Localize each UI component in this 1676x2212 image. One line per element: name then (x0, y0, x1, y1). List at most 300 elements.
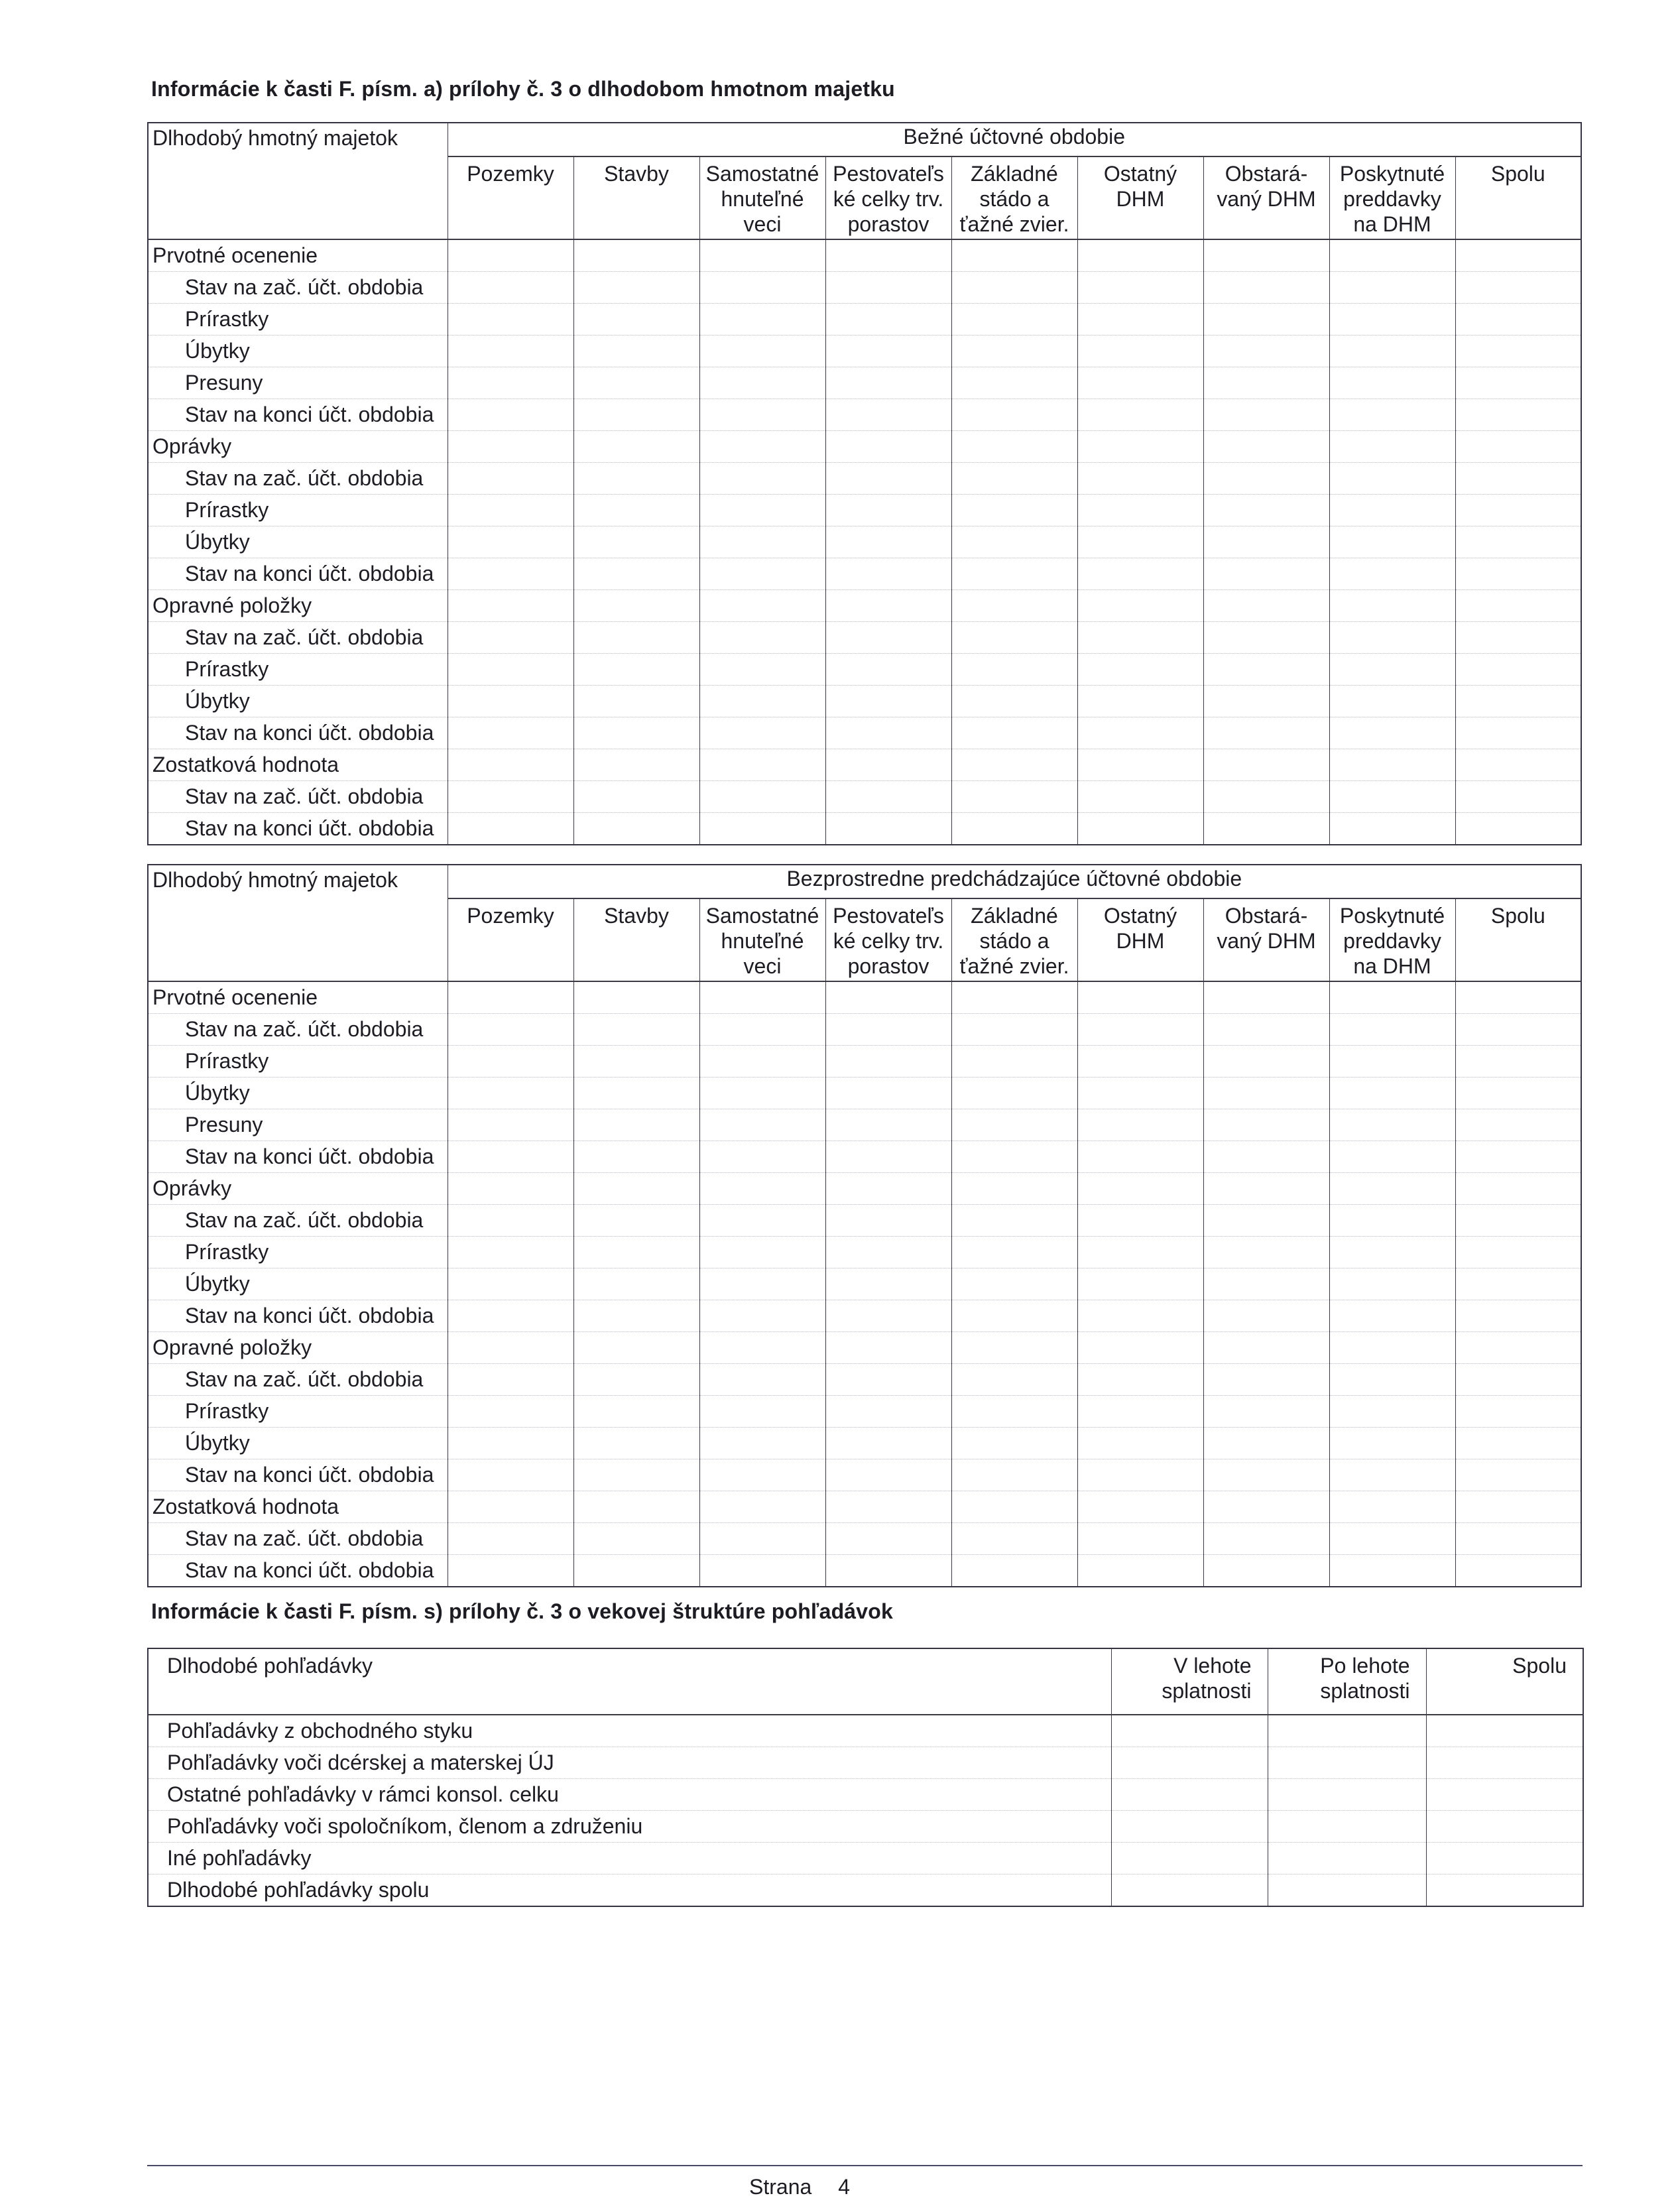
value-cell[interactable] (825, 304, 951, 336)
value-cell[interactable] (1203, 686, 1329, 717)
value-cell[interactable] (573, 622, 699, 654)
value-cell[interactable] (825, 1077, 951, 1109)
value-cell[interactable] (699, 1077, 825, 1109)
value-cell[interactable] (951, 981, 1077, 1014)
value-cell[interactable] (448, 717, 573, 749)
value-cell[interactable] (951, 463, 1077, 495)
value-cell[interactable] (448, 781, 573, 813)
value-cell[interactable] (1268, 1811, 1426, 1843)
value-cell[interactable] (825, 981, 951, 1014)
value-cell[interactable] (699, 336, 825, 367)
value-cell[interactable] (951, 1109, 1077, 1141)
value-cell[interactable] (573, 431, 699, 463)
value-cell[interactable] (1455, 1332, 1581, 1364)
value-cell[interactable] (1077, 654, 1203, 686)
value-cell[interactable] (951, 749, 1077, 781)
value-cell[interactable] (1455, 1173, 1581, 1205)
value-cell[interactable] (1329, 1237, 1455, 1268)
value-cell[interactable] (1077, 1077, 1203, 1109)
value-cell[interactable] (1329, 749, 1455, 781)
value-cell[interactable] (573, 1014, 699, 1046)
value-cell[interactable] (1329, 558, 1455, 590)
value-cell[interactable] (1203, 526, 1329, 558)
value-cell[interactable] (951, 526, 1077, 558)
value-cell[interactable] (1111, 1874, 1268, 1907)
value-cell[interactable] (699, 654, 825, 686)
value-cell[interactable] (1077, 367, 1203, 399)
value-cell[interactable] (1203, 463, 1329, 495)
value-cell[interactable] (951, 590, 1077, 622)
value-cell[interactable] (699, 1523, 825, 1555)
value-cell[interactable] (699, 1396, 825, 1428)
value-cell[interactable] (448, 590, 573, 622)
value-cell[interactable] (1203, 590, 1329, 622)
value-cell[interactable] (1329, 1364, 1455, 1396)
value-cell[interactable] (825, 1268, 951, 1300)
value-cell[interactable] (1268, 1874, 1426, 1907)
value-cell[interactable] (825, 590, 951, 622)
value-cell[interactable] (1077, 272, 1203, 304)
value-cell[interactable] (1455, 1364, 1581, 1396)
value-cell[interactable] (825, 1491, 951, 1523)
value-cell[interactable] (1426, 1874, 1583, 1907)
value-cell[interactable] (699, 1300, 825, 1332)
value-cell[interactable] (1077, 1523, 1203, 1555)
value-cell[interactable] (448, 654, 573, 686)
value-cell[interactable] (1455, 1237, 1581, 1268)
value-cell[interactable] (699, 1428, 825, 1459)
value-cell[interactable] (699, 1237, 825, 1268)
value-cell[interactable] (1455, 590, 1581, 622)
value-cell[interactable] (1455, 463, 1581, 495)
value-cell[interactable] (825, 622, 951, 654)
value-cell[interactable] (1203, 781, 1329, 813)
value-cell[interactable] (573, 1428, 699, 1459)
value-cell[interactable] (951, 1555, 1077, 1587)
value-cell[interactable] (1455, 1014, 1581, 1046)
value-cell[interactable] (1203, 749, 1329, 781)
value-cell[interactable] (825, 1459, 951, 1491)
value-cell[interactable] (951, 1396, 1077, 1428)
value-cell[interactable] (825, 1555, 951, 1587)
value-cell[interactable] (951, 1077, 1077, 1109)
value-cell[interactable] (1203, 1109, 1329, 1141)
value-cell[interactable] (1203, 1428, 1329, 1459)
value-cell[interactable] (699, 526, 825, 558)
value-cell[interactable] (1077, 813, 1203, 845)
value-cell[interactable] (448, 1077, 573, 1109)
value-cell[interactable] (1329, 1173, 1455, 1205)
value-cell[interactable] (448, 1141, 573, 1173)
value-cell[interactable] (448, 1109, 573, 1141)
value-cell[interactable] (1203, 1077, 1329, 1109)
value-cell[interactable] (1077, 590, 1203, 622)
value-cell[interactable] (1077, 399, 1203, 431)
value-cell[interactable] (1203, 717, 1329, 749)
value-cell[interactable] (448, 1237, 573, 1268)
value-cell[interactable] (1077, 1459, 1203, 1491)
value-cell[interactable] (1455, 304, 1581, 336)
value-cell[interactable] (1077, 781, 1203, 813)
value-cell[interactable] (1329, 526, 1455, 558)
value-cell[interactable] (448, 1428, 573, 1459)
value-cell[interactable] (825, 336, 951, 367)
value-cell[interactable] (699, 781, 825, 813)
value-cell[interactable] (1455, 1300, 1581, 1332)
value-cell[interactable] (825, 431, 951, 463)
value-cell[interactable] (1077, 1109, 1203, 1141)
value-cell[interactable] (951, 1300, 1077, 1332)
value-cell[interactable] (1111, 1715, 1268, 1747)
value-cell[interactable] (448, 336, 573, 367)
value-cell[interactable] (573, 1300, 699, 1332)
value-cell[interactable] (1111, 1747, 1268, 1779)
value-cell[interactable] (573, 1046, 699, 1077)
value-cell[interactable] (1455, 654, 1581, 686)
value-cell[interactable] (1203, 1141, 1329, 1173)
value-cell[interactable] (1455, 813, 1581, 845)
value-cell[interactable] (1455, 1396, 1581, 1428)
value-cell[interactable] (1077, 1141, 1203, 1173)
value-cell[interactable] (825, 463, 951, 495)
value-cell[interactable] (573, 239, 699, 272)
value-cell[interactable] (825, 1428, 951, 1459)
value-cell[interactable] (951, 399, 1077, 431)
value-cell[interactable] (448, 1014, 573, 1046)
value-cell[interactable] (1077, 1237, 1203, 1268)
value-cell[interactable] (1203, 367, 1329, 399)
value-cell[interactable] (951, 1268, 1077, 1300)
value-cell[interactable] (699, 686, 825, 717)
value-cell[interactable] (573, 981, 699, 1014)
value-cell[interactable] (1329, 304, 1455, 336)
value-cell[interactable] (1455, 1141, 1581, 1173)
value-cell[interactable] (573, 1459, 699, 1491)
value-cell[interactable] (1077, 749, 1203, 781)
value-cell[interactable] (825, 526, 951, 558)
value-cell[interactable] (951, 367, 1077, 399)
value-cell[interactable] (1268, 1747, 1426, 1779)
value-cell[interactable] (448, 367, 573, 399)
value-cell[interactable] (1329, 622, 1455, 654)
value-cell[interactable] (1077, 495, 1203, 526)
value-cell[interactable] (1203, 431, 1329, 463)
value-cell[interactable] (448, 431, 573, 463)
value-cell[interactable] (1203, 1046, 1329, 1077)
value-cell[interactable] (825, 367, 951, 399)
value-cell[interactable] (825, 1364, 951, 1396)
value-cell[interactable] (1329, 686, 1455, 717)
value-cell[interactable] (448, 1555, 573, 1587)
value-cell[interactable] (699, 590, 825, 622)
value-cell[interactable] (1203, 304, 1329, 336)
value-cell[interactable] (951, 813, 1077, 845)
value-cell[interactable] (825, 781, 951, 813)
value-cell[interactable] (573, 1364, 699, 1396)
value-cell[interactable] (699, 431, 825, 463)
value-cell[interactable] (951, 1428, 1077, 1459)
value-cell[interactable] (825, 1173, 951, 1205)
value-cell[interactable] (448, 1268, 573, 1300)
value-cell[interactable] (1203, 1237, 1329, 1268)
value-cell[interactable] (1329, 1300, 1455, 1332)
value-cell[interactable] (1455, 622, 1581, 654)
value-cell[interactable] (1077, 1173, 1203, 1205)
value-cell[interactable] (1203, 813, 1329, 845)
value-cell[interactable] (699, 1141, 825, 1173)
value-cell[interactable] (1329, 981, 1455, 1014)
value-cell[interactable] (951, 431, 1077, 463)
value-cell[interactable] (1077, 336, 1203, 367)
value-cell[interactable] (1077, 463, 1203, 495)
value-cell[interactable] (1203, 622, 1329, 654)
value-cell[interactable] (699, 981, 825, 1014)
value-cell[interactable] (573, 1268, 699, 1300)
value-cell[interactable] (573, 717, 699, 749)
value-cell[interactable] (1203, 239, 1329, 272)
value-cell[interactable] (573, 590, 699, 622)
value-cell[interactable] (699, 1046, 825, 1077)
value-cell[interactable] (1426, 1747, 1583, 1779)
value-cell[interactable] (448, 1364, 573, 1396)
value-cell[interactable] (573, 1077, 699, 1109)
value-cell[interactable] (1455, 981, 1581, 1014)
value-cell[interactable] (1329, 1046, 1455, 1077)
value-cell[interactable] (1329, 1428, 1455, 1459)
value-cell[interactable] (1203, 558, 1329, 590)
value-cell[interactable] (573, 336, 699, 367)
value-cell[interactable] (951, 239, 1077, 272)
value-cell[interactable] (1455, 1459, 1581, 1491)
value-cell[interactable] (1077, 304, 1203, 336)
value-cell[interactable] (951, 717, 1077, 749)
value-cell[interactable] (448, 622, 573, 654)
value-cell[interactable] (825, 1332, 951, 1364)
value-cell[interactable] (1329, 1268, 1455, 1300)
value-cell[interactable] (448, 1459, 573, 1491)
value-cell[interactable] (951, 304, 1077, 336)
value-cell[interactable] (448, 495, 573, 526)
value-cell[interactable] (573, 686, 699, 717)
value-cell[interactable] (699, 1173, 825, 1205)
value-cell[interactable] (825, 239, 951, 272)
value-cell[interactable] (1455, 399, 1581, 431)
value-cell[interactable] (1329, 495, 1455, 526)
value-cell[interactable] (1203, 1491, 1329, 1523)
value-cell[interactable] (1455, 1109, 1581, 1141)
value-cell[interactable] (573, 1173, 699, 1205)
value-cell[interactable] (825, 749, 951, 781)
value-cell[interactable] (573, 272, 699, 304)
value-cell[interactable] (1426, 1715, 1583, 1747)
value-cell[interactable] (951, 686, 1077, 717)
value-cell[interactable] (573, 367, 699, 399)
value-cell[interactable] (951, 1205, 1077, 1237)
value-cell[interactable] (1077, 431, 1203, 463)
value-cell[interactable] (1111, 1811, 1268, 1843)
value-cell[interactable] (1203, 981, 1329, 1014)
value-cell[interactable] (1455, 686, 1581, 717)
value-cell[interactable] (448, 1173, 573, 1205)
value-cell[interactable] (448, 1300, 573, 1332)
value-cell[interactable] (1329, 367, 1455, 399)
value-cell[interactable] (1077, 1268, 1203, 1300)
value-cell[interactable] (699, 1332, 825, 1364)
value-cell[interactable] (825, 1237, 951, 1268)
value-cell[interactable] (573, 781, 699, 813)
value-cell[interactable] (448, 749, 573, 781)
value-cell[interactable] (448, 813, 573, 845)
value-cell[interactable] (1455, 1268, 1581, 1300)
value-cell[interactable] (951, 1014, 1077, 1046)
value-cell[interactable] (699, 1268, 825, 1300)
value-cell[interactable] (1455, 1077, 1581, 1109)
value-cell[interactable] (573, 1396, 699, 1428)
value-cell[interactable] (1203, 1300, 1329, 1332)
value-cell[interactable] (1455, 239, 1581, 272)
value-cell[interactable] (448, 463, 573, 495)
value-cell[interactable] (825, 272, 951, 304)
value-cell[interactable] (1203, 1396, 1329, 1428)
value-cell[interactable] (1203, 1332, 1329, 1364)
value-cell[interactable] (1329, 431, 1455, 463)
value-cell[interactable] (1329, 239, 1455, 272)
value-cell[interactable] (1329, 1523, 1455, 1555)
value-cell[interactable] (1329, 717, 1455, 749)
value-cell[interactable] (448, 981, 573, 1014)
value-cell[interactable] (448, 304, 573, 336)
value-cell[interactable] (1077, 1300, 1203, 1332)
value-cell[interactable] (825, 399, 951, 431)
value-cell[interactable] (1077, 558, 1203, 590)
value-cell[interactable] (1329, 1109, 1455, 1141)
value-cell[interactable] (1077, 1491, 1203, 1523)
value-cell[interactable] (1077, 1428, 1203, 1459)
value-cell[interactable] (573, 463, 699, 495)
value-cell[interactable] (1329, 272, 1455, 304)
value-cell[interactable] (951, 558, 1077, 590)
value-cell[interactable] (1329, 1205, 1455, 1237)
value-cell[interactable] (1455, 1523, 1581, 1555)
value-cell[interactable] (1077, 526, 1203, 558)
value-cell[interactable] (951, 1523, 1077, 1555)
value-cell[interactable] (951, 622, 1077, 654)
value-cell[interactable] (448, 1491, 573, 1523)
value-cell[interactable] (1455, 1046, 1581, 1077)
value-cell[interactable] (951, 654, 1077, 686)
value-cell[interactable] (1455, 1205, 1581, 1237)
value-cell[interactable] (951, 1173, 1077, 1205)
value-cell[interactable] (1455, 749, 1581, 781)
value-cell[interactable] (825, 1014, 951, 1046)
value-cell[interactable] (1203, 1555, 1329, 1587)
value-cell[interactable] (825, 1109, 951, 1141)
value-cell[interactable] (1111, 1779, 1268, 1811)
value-cell[interactable] (1077, 717, 1203, 749)
value-cell[interactable] (825, 1523, 951, 1555)
value-cell[interactable] (1455, 1555, 1581, 1587)
value-cell[interactable] (699, 1491, 825, 1523)
value-cell[interactable] (699, 717, 825, 749)
value-cell[interactable] (951, 781, 1077, 813)
value-cell[interactable] (573, 399, 699, 431)
value-cell[interactable] (699, 1555, 825, 1587)
value-cell[interactable] (1329, 590, 1455, 622)
value-cell[interactable] (1077, 1332, 1203, 1364)
value-cell[interactable] (1268, 1715, 1426, 1747)
value-cell[interactable] (1455, 526, 1581, 558)
value-cell[interactable] (1329, 1141, 1455, 1173)
value-cell[interactable] (825, 1205, 951, 1237)
value-cell[interactable] (1077, 1046, 1203, 1077)
value-cell[interactable] (699, 1109, 825, 1141)
value-cell[interactable] (1329, 813, 1455, 845)
value-cell[interactable] (1077, 981, 1203, 1014)
value-cell[interactable] (1203, 399, 1329, 431)
value-cell[interactable] (1203, 1523, 1329, 1555)
value-cell[interactable] (573, 1205, 699, 1237)
value-cell[interactable] (1203, 272, 1329, 304)
value-cell[interactable] (699, 558, 825, 590)
value-cell[interactable] (825, 1300, 951, 1332)
value-cell[interactable] (573, 558, 699, 590)
value-cell[interactable] (1268, 1779, 1426, 1811)
value-cell[interactable] (573, 526, 699, 558)
value-cell[interactable] (1455, 558, 1581, 590)
value-cell[interactable] (448, 239, 573, 272)
value-cell[interactable] (825, 813, 951, 845)
value-cell[interactable] (825, 1141, 951, 1173)
value-cell[interactable] (573, 1141, 699, 1173)
value-cell[interactable] (573, 495, 699, 526)
value-cell[interactable] (699, 272, 825, 304)
value-cell[interactable] (825, 686, 951, 717)
value-cell[interactable] (448, 1396, 573, 1428)
value-cell[interactable] (1329, 1014, 1455, 1046)
value-cell[interactable] (699, 749, 825, 781)
value-cell[interactable] (699, 399, 825, 431)
value-cell[interactable] (699, 463, 825, 495)
value-cell[interactable] (448, 558, 573, 590)
value-cell[interactable] (825, 654, 951, 686)
value-cell[interactable] (1329, 1332, 1455, 1364)
value-cell[interactable] (951, 1364, 1077, 1396)
value-cell[interactable] (951, 336, 1077, 367)
value-cell[interactable] (1426, 1843, 1583, 1874)
value-cell[interactable] (699, 622, 825, 654)
value-cell[interactable] (1329, 336, 1455, 367)
value-cell[interactable] (1455, 781, 1581, 813)
value-cell[interactable] (1077, 1555, 1203, 1587)
value-cell[interactable] (1077, 1014, 1203, 1046)
value-cell[interactable] (951, 1491, 1077, 1523)
value-cell[interactable] (1455, 495, 1581, 526)
value-cell[interactable] (1203, 1173, 1329, 1205)
value-cell[interactable] (699, 1459, 825, 1491)
value-cell[interactable] (448, 1046, 573, 1077)
value-cell[interactable] (1455, 336, 1581, 367)
value-cell[interactable] (1455, 717, 1581, 749)
value-cell[interactable] (1426, 1811, 1583, 1843)
value-cell[interactable] (573, 1332, 699, 1364)
value-cell[interactable] (1329, 1491, 1455, 1523)
value-cell[interactable] (825, 717, 951, 749)
value-cell[interactable] (951, 1332, 1077, 1364)
value-cell[interactable] (699, 495, 825, 526)
value-cell[interactable] (825, 495, 951, 526)
value-cell[interactable] (1329, 1077, 1455, 1109)
value-cell[interactable] (951, 1237, 1077, 1268)
